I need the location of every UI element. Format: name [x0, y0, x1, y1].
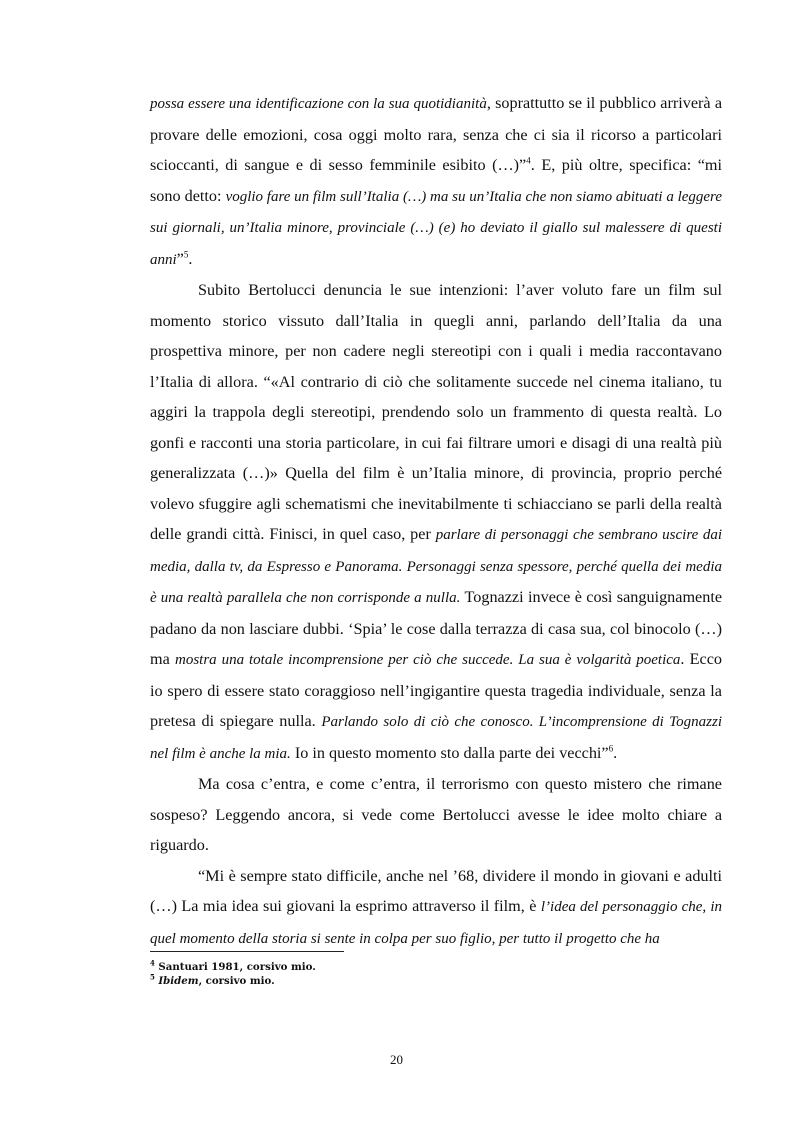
footnote-ref: 4	[526, 155, 531, 166]
text-run: Tognazzi invece è così sanguignamente padano da non lasciare dubbi. ‘Spia’ le cose dalla terrazza di casa sua, col binocolo (…) ma	[150, 588, 722, 668]
text-run: . Ecco io spero di essere stato coraggioso nell’ingigantire questa tragedia individuale, senza la pretesa di spiegare nulla.	[150, 650, 722, 730]
footnote-number: 5	[150, 972, 155, 982]
footnotes	[150, 960, 722, 988]
text-run: Santuari 1981, corsivo mio.	[154, 961, 316, 973]
body-text	[150, 88, 722, 954]
text-run: Ma cosa c’entra, e come c’entra, il terrorismo con questo mistero che rimane sospeso? Leggendo ancora, si vede come Bertolucci avesse le idee molto chiare a riguardo.	[150, 775, 722, 854]
paragraph	[150, 861, 722, 955]
italic-text: Parlando solo di ciò che conosco. L’incomprensione di Tognazzi nel film è anche la mia.	[150, 714, 722, 762]
page-number: 20	[390, 1052, 403, 1067]
footnote	[150, 974, 722, 988]
footnote	[150, 960, 722, 974]
italic-text: Ibidem	[158, 975, 199, 987]
footnote-ref: 5	[183, 249, 189, 260]
text-run: , corsivo mio.	[198, 975, 275, 987]
italic-text: possa essere una identificazione con la sua quotidianità	[150, 96, 487, 112]
italic-text: mostra una totale incomprensione per ciò che succede. La sua è volgarità poetica	[175, 652, 681, 668]
italic-text: l’idea del personaggio che, in quel momento della storia si sente in colpa per suo figlio, per tutto il progetto che ha	[150, 899, 722, 947]
paragraph	[150, 275, 722, 769]
footnote-ref: 6	[608, 743, 614, 754]
italic-text: parlare di personaggi che sembrano uscire dai media, dalla tv, da Espresso e Panorama. Personaggi senza spessore, perché quella dei media è una realtà parallela che non corrisponde a nulla.	[150, 527, 722, 606]
footnote-separator	[150, 951, 344, 952]
text-run: .	[188, 249, 193, 268]
footnote-number: 4	[150, 958, 155, 968]
paragraph	[150, 769, 722, 861]
text-run: ”	[176, 249, 184, 268]
text-run: Io in questo momento sto dalla parte dei vecchi”	[290, 743, 609, 762]
text-run: “Mi è sempre stato difficile, anche nel ’68, dividere il mondo in giovani e adulti (…) La mia idea sui giovani la esprimo attraverso il film, è	[150, 866, 722, 915]
text-run: Subito Bertolucci denuncia le sue intenzioni: l’aver voluto fare un film sul momento storico vissuto dall’Italia in quegli anni, parlando dell’Italia da una prospettiva minore, per non cadere negli stereotipi con i quali i media raccontavano l’Italia di allora. “«Al contrario di ciò che solitamente succede nel cinema italiano, tu aggiri la trappola degli stereotipi, prendendo solo un frammento di questa realtà. Lo gonfi e racconti una storia particolare, in cui fai filtrare umori e disagi di una realtà più generalizzata (…)» Quella del film è un’Italia minore, di provincia, proprio perché volevo sfuggire agli schematismi che inevitabilmente ti schiacciano se parli della realtà delle grandi città. Finisci, in quel caso, per	[150, 281, 722, 543]
italic-text: voglio fare un film sull’Italia (…) ma su un’Italia che non siamo abituati a leggere sui giornali, un’Italia minore, provinciale (…) (e) ho deviato il giallo sul malessere di questi anni	[150, 188, 722, 268]
paragraph	[150, 88, 722, 275]
text-run: , soprattutto se il pubblico arriverà a provare delle emozioni, cosa oggi molto rara, senza che ci sia il ricorso a particolari scioccanti, di sangue e di sesso femminile esibito (…)”	[150, 94, 723, 174]
text-run: .	[613, 743, 618, 762]
text-run: . E, più oltre, specifica: “mi sono detto:	[150, 156, 723, 205]
